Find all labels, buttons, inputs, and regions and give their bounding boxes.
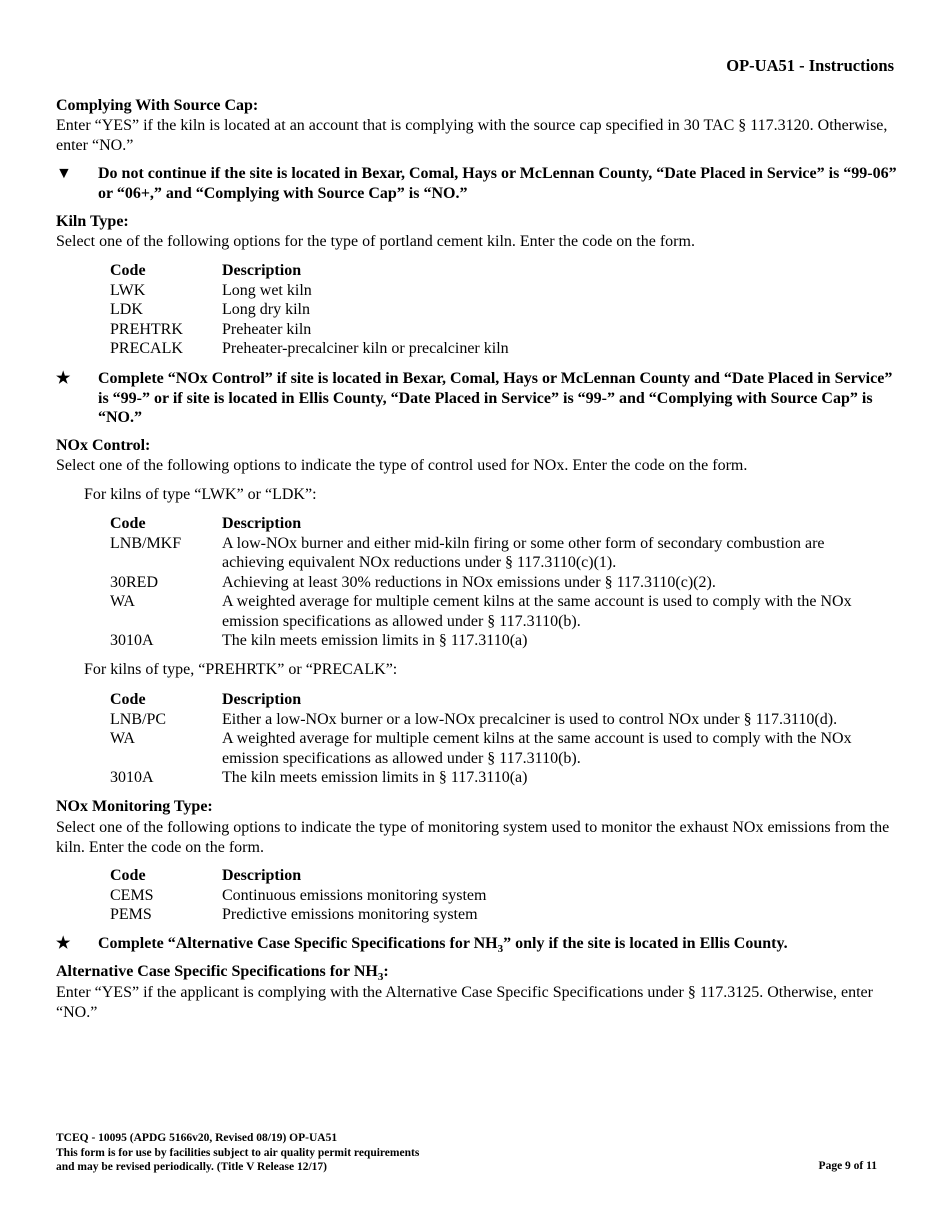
code-cell: CEMS <box>110 886 154 904</box>
description-header: Description <box>222 691 302 708</box>
nox-monitoring-heading: NOx Monitoring Type: <box>56 798 213 815</box>
code-header: Code <box>110 691 146 708</box>
table-header-row <box>110 261 509 281</box>
nox-control-table-lwk <box>110 514 890 651</box>
table-row <box>110 592 890 631</box>
nox-monitoring-text: Select one of the following options to indicate the type of monitoring system used to monitor the exhaust NOx emissions from the kiln. Enter the code on the form. <box>56 819 890 856</box>
footer-line: TCEQ - 10095 (APDG 5166v20, Revised 08/19) OP-UA51 <box>56 1132 338 1144</box>
footer-line: and may be revised periodically. (Title V Release 12/17) <box>56 1161 327 1173</box>
description-header: Description <box>222 867 302 884</box>
page-header-title: OP-UA51 - Instructions <box>726 56 894 75</box>
alt-case-heading: Alternative Case Specific Specifications for $NH_3$: <box>56 963 389 984</box>
page-number: Page 9 of 11 <box>818 1160 877 1172</box>
code-cell: LWK <box>110 281 146 299</box>
footer-line: This form is for use by facilities subject to air quality permit requirements <box>56 1146 420 1159</box>
nox-monitoring-table <box>110 866 486 925</box>
nox-control-subheading-prehrtk: For kilns of type, “PREHRTK” or “PRECALK”: <box>84 661 398 678</box>
description-cell: The kiln meets emission limits in § 117.3110(a) <box>222 632 528 649</box>
table-row <box>110 710 900 730</box>
table-row <box>110 320 509 340</box>
table-row <box>110 729 900 768</box>
description-cell: Achieving at least 30% reductions in NOx emissions under § 117.3110(c)(2). <box>222 573 716 591</box>
kiln-type-table <box>110 261 509 359</box>
star-icon: ★ <box>56 370 71 387</box>
code-cell: 30RED <box>110 573 158 591</box>
nh3-note <box>56 934 901 960</box>
description-cell: A weighted average for multiple cement kilns at the same account is used to comply with the NOx emission specifications as allowed under § 117.3110(b). <box>222 593 852 630</box>
code-cell: PREHTRK <box>110 320 183 338</box>
nox-control-table-prehrtk <box>110 690 900 788</box>
nox-control-note <box>56 369 901 428</box>
star-icon: ★ <box>56 935 71 952</box>
description-cell: Preheater-precalciner kiln or precalciner kiln <box>222 340 509 357</box>
table-row <box>110 534 890 573</box>
description-cell: Long dry kiln <box>222 301 310 318</box>
code-cell: WA <box>110 730 135 747</box>
description-cell: A weighted average for multiple cement kilns at the same account is used to comply with the NOx emission specifications as allowed under § 117.3110(b). <box>222 730 852 767</box>
description-header: Description <box>222 515 302 532</box>
code-cell: WA <box>110 593 135 610</box>
code-header: Code <box>110 515 146 532</box>
table-header-row <box>110 514 890 534</box>
table-row <box>110 573 890 593</box>
nox-control-subheading-lwk: For kilns of type “LWK” or “LDK”: <box>84 486 317 503</box>
code-header: Code <box>110 262 146 279</box>
nox-control-text: Select one of the following options to indicate the type of control used for NOx. Enter the code on the form. <box>56 457 748 474</box>
source-cap-text: Enter “YES” if the kiln is located at an account that is complying with the source cap specified in 30 TAC § 117.3120. Otherwise, enter “NO.” <box>56 117 888 154</box>
table-row <box>110 886 486 906</box>
description-cell: The kiln meets emission limits in § 117.3110(a) <box>222 769 528 786</box>
footer <box>56 1131 419 1175</box>
alt-case-text: Enter “YES” if the applicant is complying with the Alternative Case Specific Specifications under § 117.3125. Otherwise, enter “NO.” <box>56 984 873 1021</box>
stop-note <box>56 164 901 203</box>
nh3-note-text: Complete “Alternative Case Specific Specifications for $NH_3$” only if the site is located in Ellis County. <box>98 935 788 956</box>
code-cell: LNB/MKF <box>110 534 182 552</box>
down-triangle-icon: ▼ <box>56 165 72 182</box>
stop-note-text: Do not continue if the site is located in Bexar, Comal, Hays or McLennan County, “Date Placed in Service” is “99-06” or “06+,” and “Complying with Source Cap” is “NO.” <box>98 165 897 202</box>
kiln-type-heading: Kiln Type: <box>56 213 129 230</box>
description-cell: Either a low-NOx burner or a low-NOx precalciner is used to control NOx under § 117.3110(d). <box>222 710 838 728</box>
table-row <box>110 905 486 925</box>
nox-control-heading: NOx Control: <box>56 437 151 454</box>
table-row <box>110 300 509 320</box>
code-header: Code <box>110 867 146 884</box>
kiln-type-text: Select one of the following options for the type of portland cement kiln. Enter the code on the form. <box>56 233 695 250</box>
source-cap-heading: Complying With Source Cap: <box>56 97 259 114</box>
description-cell: Long wet kiln <box>222 281 312 299</box>
table-row <box>110 768 900 788</box>
description-header: Description <box>222 262 302 279</box>
table-row <box>110 281 509 301</box>
table-row <box>110 339 509 359</box>
code-cell: PRECALK <box>110 340 183 357</box>
description-cell: Preheater kiln <box>222 320 312 338</box>
code-cell: LDK <box>110 301 143 318</box>
table-header-row <box>110 690 900 710</box>
code-cell: 3010A <box>110 769 154 786</box>
description-cell: A low-NOx burner and either mid-kiln firing or some other form of secondary combustion are achieving equivalent NOx reductions under § 117.3110(c)(1). <box>222 534 825 571</box>
description-cell: Continuous emissions monitoring system <box>222 886 487 904</box>
table-header-row <box>110 866 486 886</box>
description-cell: Predictive emissions monitoring system <box>222 906 478 923</box>
table-row <box>110 631 890 651</box>
code-cell: 3010A <box>110 632 154 649</box>
code-cell: LNB/PC <box>110 710 167 728</box>
code-cell: PEMS <box>110 906 152 923</box>
nox-control-note-text: Complete “NOx Control” if site is located in Bexar, Comal, Hays or McLennan County and “Date Placed in Service” is “99-” or if site is located in Ellis County, “Date Placed in Service” is “99-” and “Complying with Source Cap” is “NO.” <box>98 370 893 426</box>
